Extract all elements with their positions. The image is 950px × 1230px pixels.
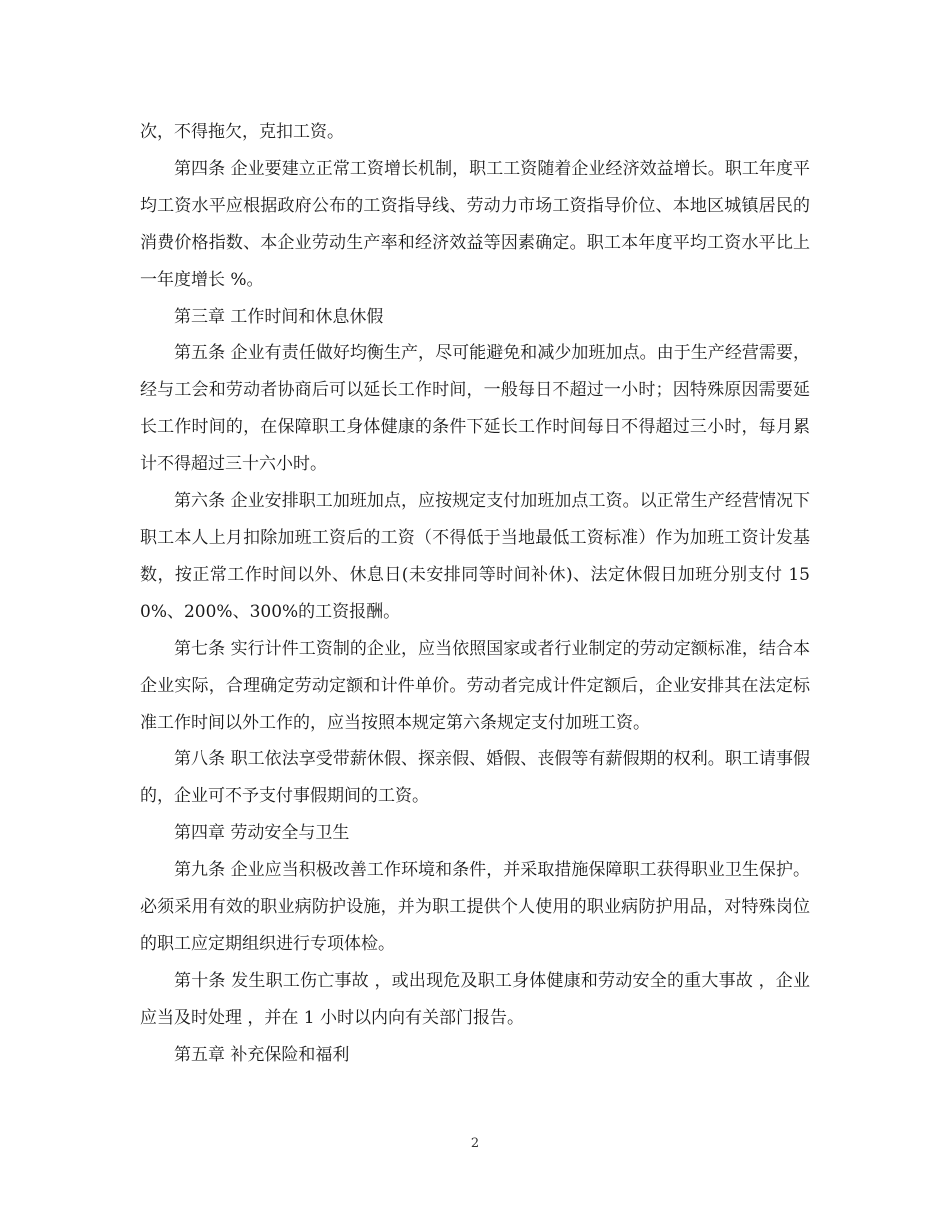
paragraph-article-4: 第四条 企业要建立正常工资增长机制，职工工资随着企业经济效益增长。职工年度平均工资水平应根据政府公布的工资指导线、劳动力市场工资指导价位、本地区城镇居民的消费价格指数、本企业劳动生产率和经济效益等因素确定。职工本年度平均工资水平比上一年度增长 %。 — [140, 158, 810, 290]
chapter-heading-3: 第三章 工作时间和休息休假 — [174, 306, 384, 327]
paragraph-article-6: 第六条 企业安排职工加班加点，应按规定支付加班加点工资。以正常生产经营情况下职工本人上月扣除加班工资后的工资（不得低于当地最低工资标准）作为加班工资计发基数，按正常工作时间以外、休息日(未安排同等时间补休)、法定休假日加班分别支付 150%、200%、300%的工资报酬。 — [140, 491, 810, 622]
paragraph: 次，不得拖欠，克扣工资。 — [140, 122, 344, 142]
paragraph-article-10: 第十条 发生职工伤亡事故 ，或出现危及职工身体健康和劳动安全的重大事故 ，企业应当及时处理 ，并在 1 小时以内向有关部门报告。 — [140, 970, 810, 1028]
paragraph-article-5: 第五条 企业有责任做好均衡生产，尽可能避免和减少加班加点。由于生产经营需要，经与工会和劳动者协商后可以延长工作时间，一般每日不超过一小时；因特殊原因需要延长工作时间的，在保障职工身体健康的条件下延长工作时间每日不得超过三小时，每月累计不得超过三十六小时。 — [140, 343, 810, 475]
page-number: 2 — [470, 1136, 480, 1151]
document-body — [140, 114, 810, 1074]
paragraph-article-7: 第七条 实行计件工资制的企业，应当依照国家或者行业制定的劳动定额标准，结合本企业实际，合理确定劳动定额和计件单价。劳动者完成计件定额后，企业安排其在法定标准工作时间以外工作的，应当按照本规定第六条规定支付加班工资。 — [140, 638, 810, 733]
chapter-heading-5: 第五章 补充保险和福利 — [174, 1044, 350, 1065]
paragraph-article-9: 第九条 企业应当积极改善工作环境和条件，并采取措施保障职工获得职业卫生保护。必须采用有效的职业病防护设施，并为职工提供个人使用的职业病防护用品，对特殊岗位的职工应定期组织进行专项体检。 — [140, 860, 810, 954]
chapter-heading-4: 第四章 劳动安全与卫生 — [174, 823, 350, 844]
paragraph-article-8: 第八条 职工依法享受带薪休假、探亲假、婚假、丧假等有薪假期的权利。职工请事假的，企业可不予支付事假期间的工资。 — [140, 749, 810, 807]
